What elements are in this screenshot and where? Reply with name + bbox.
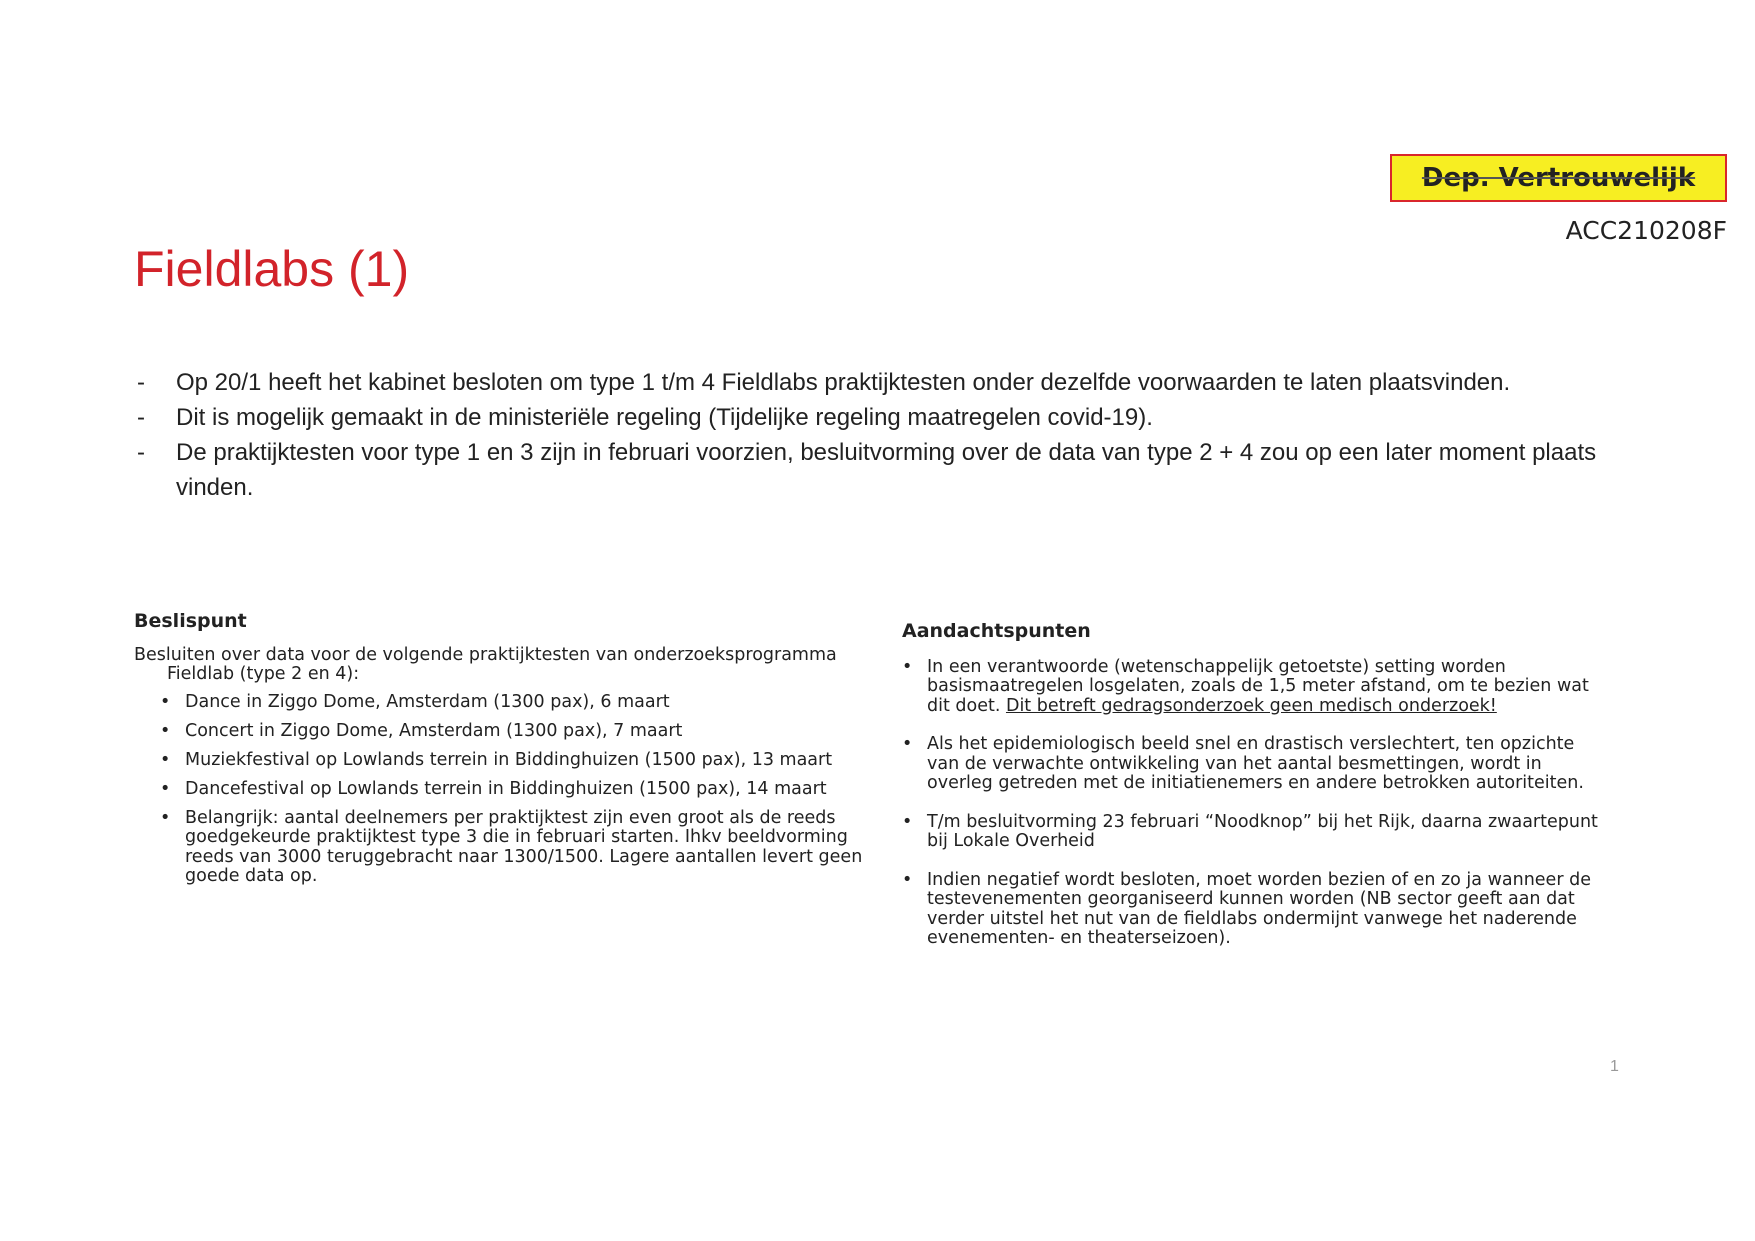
bullet-icon: •: [160, 749, 171, 770]
bullet-icon: •: [160, 720, 171, 741]
underlined-note: Dit betreft gedragsonderzoek geen medisch onderzoek!: [1005, 695, 1497, 716]
list-item: - Op 20/1 heeft het kabinet besloten om type 1 t/m 4 Fieldlabs praktijktesten onder dezelfde voorwaarden te laten plaatsvinden.: [137, 365, 1597, 400]
bullet-icon: •: [902, 656, 913, 677]
list-item: - De praktijktesten voor type 1 en 3 zijn in februari voorzien, besluitvorming over de data van type 2 + 4 zou op een later moment plaats vinden.: [137, 435, 1597, 505]
classification-label: Dep. Vertrouwelijk: [1390, 154, 1727, 202]
list-item: • Belangrijk: aantal deelnemers per praktijktest zijn even groot als de reeds goedgekeurde praktijktest type 3 die in februari starten. Ihkv beeldvorming reeds van 3000 teruggebracht naar 1300/1500. Lagere aantallen levert geen goede data op.: [160, 807, 863, 886]
list-item: - Dit is mogelijk gemaakt in de ministeriële regeling (Tijdelijke regeling maatregelen covid-19).: [137, 400, 1597, 435]
list-item: • Concert in Ziggo Dome, Amsterdam (1300 pax), 7 maart: [160, 720, 683, 741]
aandachtspunten-section: [902, 622, 1612, 968]
list-item: • In een verantwoorde (wetenschappelijk getoetste) setting worden basismaatregelen losgelaten, zoals de 1,5 meter afstand, om te bezien wat dit doet. Dit betreft gedragsonderzoek geen medisch onderzoek!: [902, 656, 1589, 716]
page-title: Fieldlabs (1): [134, 241, 410, 297]
bullet-icon: •: [160, 807, 171, 828]
list-item: • Dance in Ziggo Dome, Amsterdam (1300 pax), 6 maart: [160, 691, 670, 712]
section-heading: Beslispunt: [134, 610, 247, 632]
list-item: • Dancefestival op Lowlands terrein in Biddinghuizen (1500 pax), 14 maart: [160, 778, 827, 799]
bullet-icon: •: [902, 734, 913, 754]
bullet-icon: •: [160, 691, 171, 712]
intro-list: [137, 365, 1597, 505]
bullet-icon: •: [902, 869, 913, 890]
section-intro: Besluiten over data voor de volgende praktijktesten van onderzoeksprogramma Fieldlab (type 2 en 4):: [134, 644, 837, 684]
beslispunt-section: [134, 612, 874, 896]
list-item: • T/m besluitvorming 23 februari “Noodknop” bij het Rijk, daarna zwaartepunt bij Lokale Overheid: [902, 811, 1598, 851]
list-item: • Muziekfestival op Lowlands terrein in Biddinghuizen (1500 pax), 13 maart: [160, 749, 833, 770]
bullet-icon: •: [160, 778, 171, 799]
section-heading: Aandachtspunten: [902, 620, 1091, 642]
page-number: 1: [1610, 1058, 1619, 1075]
list-item: • Indien negatief wordt besloten, moet worden bezien of en zo ja wanneer de testevenementen georganiseerd kunnen worden (NB sector geeft aan dat verder uitstel het nut van de fieldlabs ondermijnt vanwege het naderende evenementen- en theaterseizoen).: [902, 869, 1591, 948]
list-item: • Als het epidemiologisch beeld snel en drastisch verslechtert, ten opzichte van de verwachte ontwikkeling van het aantal besmettingen, wordt in overleg getreden met de initiatienemers en andere betrokken autoriteiten.: [902, 734, 1584, 793]
document-code: ACC210208F: [1565, 216, 1727, 245]
bullet-icon: •: [902, 811, 913, 832]
